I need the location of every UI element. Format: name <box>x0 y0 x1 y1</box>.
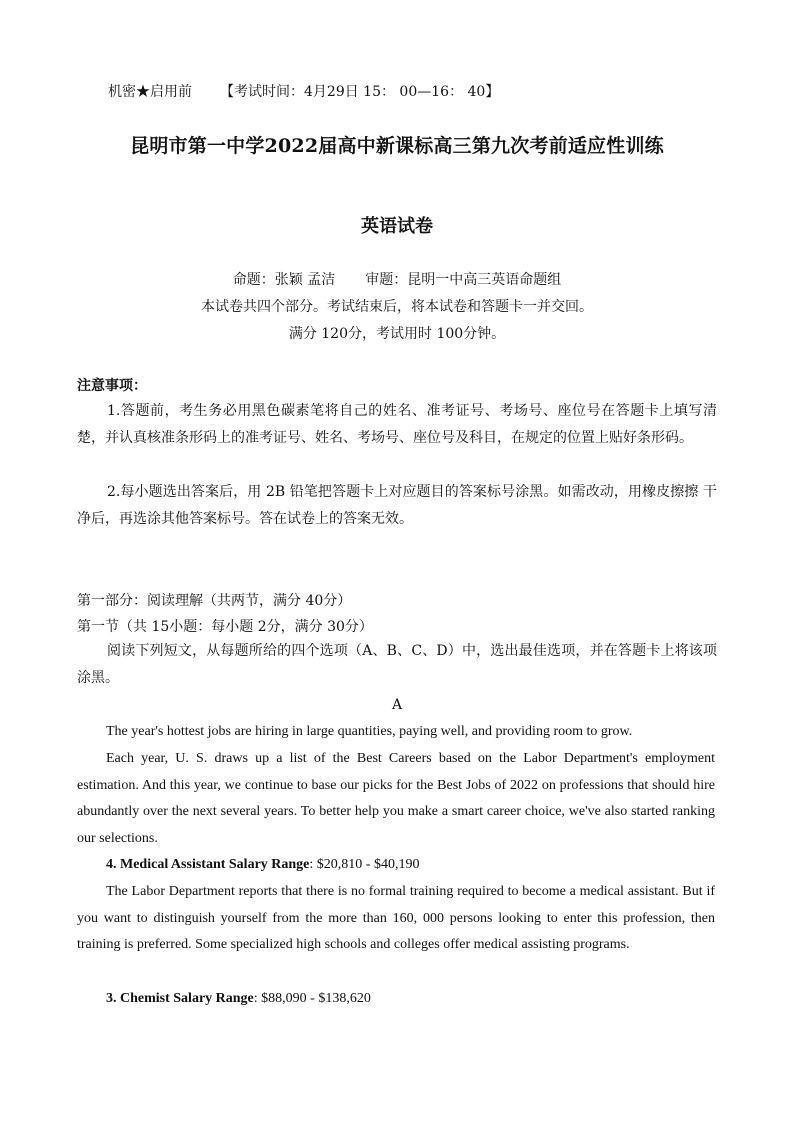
confidential-label: 机密★启用前 <box>108 84 192 100</box>
exam-info-line-2: 满分 120分，考试用时 100分钟。 <box>288 326 506 342</box>
authors: 命题：张颖 孟洁 <box>232 272 336 288</box>
job-heading <box>106 991 371 1007</box>
salary-range: : $88,090 - $138,620 <box>253 991 371 1006</box>
subject-title: 英语试卷 <box>361 216 433 237</box>
job-heading <box>106 857 419 873</box>
passage-paragraph: The year's hottest jobs are hiring in large quantities, paying well, and providing room to grow. <box>106 724 633 739</box>
header-line <box>108 81 499 101</box>
exam-info-line-1: 本试卷共四个部分。考试结束后，将本试卷和答题卡一并交回。 <box>201 299 593 315</box>
part1-heading: 第一部分：阅读理解（共两节，满分 40分） <box>77 593 352 609</box>
passage-paragraph: Each year, U. S. draws up a list of the Best Careers based on the Labor Department's employment estimation. And this year, we continue to base our picks for the Best Jobs of 2022 on professions that should hire abundantly over the next several years. To better help you make a smart career choice, we've also started ranking our selections. <box>77 751 715 846</box>
reading-instruction: 阅读下列短文，从每题所给的四个选项（A、B、C、D）中，选出最佳选项，并在答题卡上将该项 涂黑。 <box>77 643 717 686</box>
salary-range: : $20,810 - $40,190 <box>309 857 420 872</box>
page-title: 昆明市第一中学2022届高中新课标高三第九次考前适应性训练 <box>130 135 664 157</box>
passage-letter: A <box>391 697 403 713</box>
notice-heading: 注意事项： <box>77 378 147 394</box>
reviewers: 审题：昆明一中高三英语命题组 <box>365 272 562 288</box>
job-title: 3. Chemist Salary Range <box>106 991 254 1006</box>
setter-line <box>0 269 794 289</box>
section-heading: 第一节（共 15小题：每小题 2分，满分 30分） <box>77 619 373 635</box>
notice-item-2: 2.每小题选出答案后，用 2B 铅笔把答题卡上对应题目的答案标号涂黑。如需改动，用橡皮擦擦 干净后，再选涂其他答案标号。答在试卷上的答案无效。 <box>77 484 717 527</box>
exam-time: 【考试时间：4月29日 15： 00—16： 40】 <box>220 84 500 100</box>
job-title: 4. Medical Assistant Salary Range <box>106 857 310 872</box>
notice-item-1: 1.答题前，考生务必用黑色碳素笔将自己的姓名、准考证号、考场号、座位号在答题卡上填写清 楚，并认真核准条形码上的准考证号、姓名、考场号、座位号及科目，在规定的位置上贴好条形码。 <box>77 403 717 446</box>
job-description: The Labor Department reports that there is no formal training required to become a medical assistant. But if you want to distinguish yourself from the more than 160, 000 persons looking to enter this profession, then training is preferred. Some specialized high schools and colleges offer medical assisting programs. <box>77 884 715 952</box>
